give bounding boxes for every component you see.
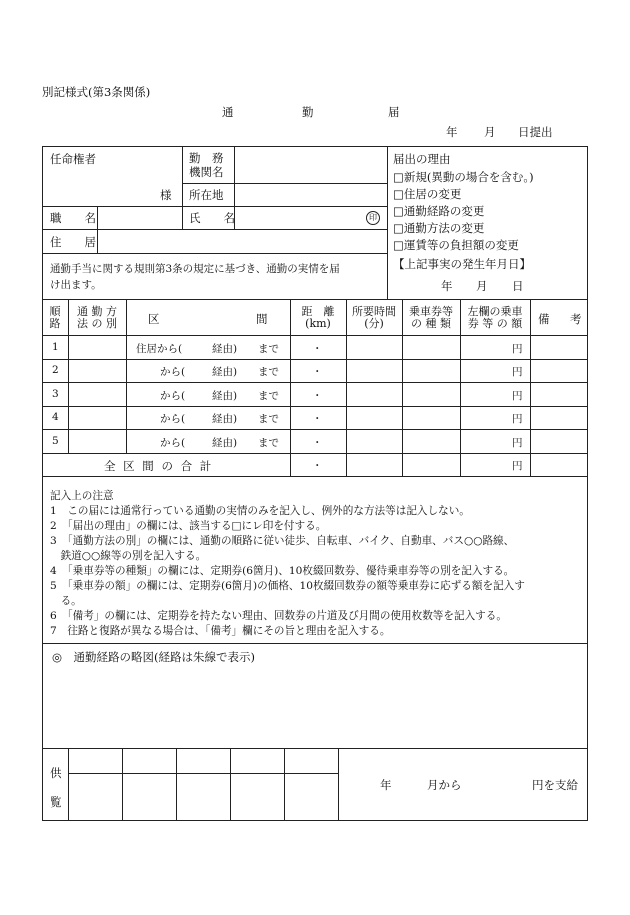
- seal-icon: 印: [366, 211, 380, 225]
- note-6: 6 「備考」の欄には、定期券を持たない理由、回数券の片道及び月間の使用枚数等を記入する。: [50, 610, 507, 622]
- note-4: 4 「乗車券等の種類」の欄には、定期券(6箇月)、10枚綴回数券、優待乗車券等の別を記入する。: [50, 565, 515, 577]
- total-yen: 円: [512, 460, 523, 472]
- row-3-yen: 円: [512, 390, 523, 402]
- header-ticket-type: 乗車券等 の 種 類: [409, 304, 453, 330]
- workplace-label-1: 勤 務: [189, 151, 224, 165]
- payment-month: 月から: [427, 778, 462, 792]
- row-4-from: から(: [160, 413, 186, 425]
- review-label-1: 供: [50, 766, 62, 780]
- info-line-3: [42, 229, 387, 230]
- map-top-line: [42, 643, 588, 644]
- review-col-5: [284, 748, 285, 821]
- row-5-to: まで: [258, 437, 279, 449]
- row-4-to: まで: [258, 413, 279, 425]
- address-label: 住 居: [50, 235, 96, 249]
- row-5-via: 経由): [212, 437, 238, 449]
- sama-label: 様: [160, 188, 172, 202]
- note-5: 5 「乗車券の額」の欄には、定期券(6箇月)の価格、10枚綴回数券の額等乗車券に応ずる額を記入す: [50, 580, 525, 592]
- route-col-2: [126, 299, 127, 453]
- total-dot: ・: [312, 460, 323, 472]
- header-section-1: 区: [148, 312, 160, 326]
- workplace-label-2: 機関名: [189, 165, 224, 179]
- review-col-6: [338, 748, 339, 821]
- row-1-dot: ・: [312, 343, 323, 355]
- row-2-yen: 円: [512, 366, 523, 378]
- row-3-to: まで: [258, 390, 279, 402]
- route-line-3: [42, 406, 588, 407]
- row-4-via: 経由): [212, 413, 238, 425]
- reason-divider: [387, 146, 388, 299]
- row-2-to: まで: [258, 366, 279, 378]
- note-3: 3 「通勤方法の別」の欄には、通勤の順路に従い徒歩、自転車、バイク、自動車、バス○○路線、: [50, 535, 515, 547]
- review-col-3: [176, 748, 177, 821]
- row-1-yen: 円: [512, 343, 523, 355]
- title-char-2: 勤: [302, 105, 314, 119]
- info-line-4: [42, 253, 387, 254]
- row-3-no: 3: [52, 388, 59, 400]
- reason-checkbox-route[interactable]: □通勤経路の変更: [393, 204, 485, 218]
- name-field[interactable]: [236, 208, 364, 228]
- header-ticket-amount: 左欄の乗車 券 等 の 額: [467, 304, 523, 330]
- row-2-via: 経由): [212, 366, 238, 378]
- row-2-from: から(: [160, 366, 186, 378]
- reason-title: 届出の理由: [393, 152, 451, 166]
- notes-title: 記入上の注意: [50, 490, 114, 502]
- row-1-no: 1: [52, 341, 59, 353]
- note-5-cont: る。: [50, 595, 82, 607]
- header-time: 所要時間 (分): [352, 304, 396, 330]
- header-method: 通 勤 方 法 の 別: [77, 304, 117, 330]
- info-line-1: [182, 183, 387, 184]
- submit-day: 日提出: [518, 125, 553, 139]
- title-char-3: 届: [388, 105, 400, 119]
- title-char-1: 通: [222, 105, 234, 119]
- review-mid-line: [68, 773, 338, 774]
- row-5-dot: ・: [312, 437, 323, 449]
- name-label: 氏 名: [189, 211, 235, 225]
- workplace-field[interactable]: [236, 148, 384, 182]
- row-5-no: 5: [52, 435, 59, 447]
- payment-year: 年: [380, 778, 392, 792]
- route-header-bottom: [42, 335, 588, 336]
- review-top-line: [42, 748, 588, 749]
- header-no: 順 路: [49, 304, 61, 330]
- review-label-2: 覧: [50, 795, 62, 809]
- row-2-dot: ・: [312, 366, 323, 378]
- location-field[interactable]: [236, 185, 384, 205]
- review-col-4: [230, 748, 231, 821]
- reason-checkbox-fare[interactable]: □運賃等の負担額の変更: [393, 238, 519, 252]
- route-line-1: [42, 359, 588, 360]
- statement-line-2: け出ます。: [50, 279, 102, 291]
- location-label: 所在地: [189, 188, 224, 202]
- occurrence-day: 日: [512, 279, 524, 293]
- row-1-to: まで: [258, 343, 279, 355]
- reason-checkbox-residence[interactable]: □住居の変更: [393, 187, 462, 201]
- row-1-from: 住居から(: [136, 343, 183, 355]
- header-remarks-2: 考: [570, 312, 582, 326]
- row-4-dot: ・: [312, 413, 323, 425]
- row-3-via: 経由): [212, 390, 238, 402]
- job-title-label: 職 名: [50, 211, 96, 225]
- row-5-from: から(: [160, 437, 186, 449]
- form-label: 別記様式(第3条関係): [42, 85, 151, 99]
- submit-month: 月: [484, 125, 496, 139]
- info-line-2: [42, 206, 387, 207]
- header-remarks-1: 備: [538, 312, 550, 326]
- appointer-label: 任命権者: [50, 152, 96, 166]
- job-title-field[interactable]: [99, 208, 181, 228]
- note-1: 1 この届には通常行っている通勤の実情のみを記入し、例外的な方法等は記入しない。: [50, 505, 470, 517]
- reason-checkbox-new[interactable]: □新規(異動の場合を含む。): [393, 170, 534, 184]
- reason-checkbox-method[interactable]: □通勤方法の変更: [393, 221, 485, 235]
- map-area[interactable]: [44, 668, 586, 746]
- submit-year: 年: [446, 125, 458, 139]
- note-3-cont: 鉄道○○線等の別を記入する。: [50, 550, 207, 562]
- route-table-bottom: [42, 476, 588, 477]
- note-7: 7 往路と復路が異なる場合は、「備考」欄にその旨と理由を記入する。: [50, 625, 391, 637]
- total-label: 全 区 間 の 合 計: [104, 459, 214, 473]
- address-field[interactable]: [99, 231, 384, 252]
- payment-amount: 円を支給: [532, 778, 578, 792]
- review-col-1: [68, 748, 69, 821]
- route-line-5: [42, 453, 588, 454]
- note-2: 2 「届出の理由」の欄には、該当する□にレ印を付する。: [50, 520, 327, 532]
- occurrence-year: 年: [441, 279, 453, 293]
- statement-line-1: 通勤手当に関する規則第3条の規定に基づき、通勤の実情を届: [50, 263, 340, 275]
- row-4-no: 4: [52, 411, 59, 423]
- route-line-4: [42, 429, 588, 430]
- route-line-2: [42, 382, 588, 383]
- row-5-yen: 円: [512, 437, 523, 449]
- occurrence-month: 月: [476, 279, 488, 293]
- map-title: ◎ 通勤経路の略図(経路は朱線で表示): [52, 650, 256, 664]
- occurrence-label: 【上記事実の発生年月日】: [393, 257, 531, 271]
- route-col-7: [530, 299, 531, 476]
- row-4-yen: 円: [512, 413, 523, 425]
- info-divider-1: [182, 146, 183, 229]
- header-distance: 距 離 (km): [301, 304, 335, 330]
- row-2-no: 2: [52, 364, 59, 376]
- row-1-via: 経由): [212, 343, 238, 355]
- header-section-2: 間: [256, 312, 268, 326]
- review-col-2: [122, 748, 123, 821]
- row-3-dot: ・: [312, 390, 323, 402]
- row-3-from: から(: [160, 390, 186, 402]
